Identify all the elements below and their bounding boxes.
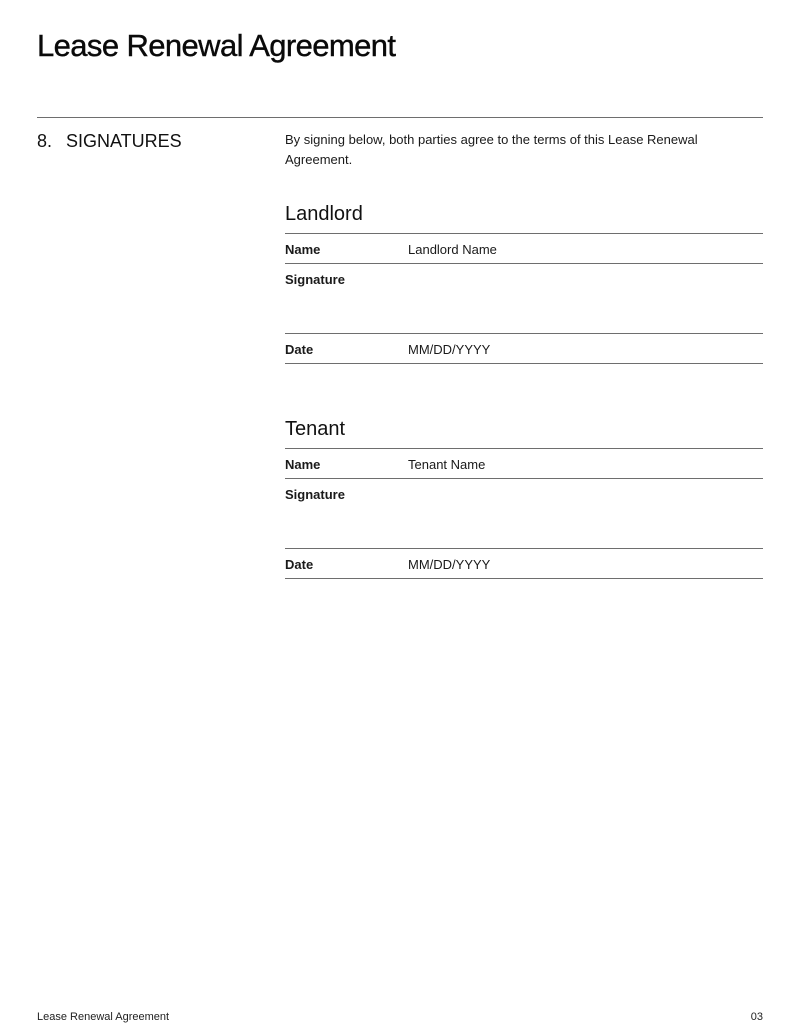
tenant-date-row — [285, 548, 763, 578]
section-intro: By signing below, both parties agree to the terms of this Lease Renewal Agreement. — [285, 132, 698, 167]
landlord-name-field[interactable]: Landlord Name — [408, 242, 497, 257]
section-title: SIGNATURES — [66, 131, 182, 151]
tenant-signature-row — [285, 478, 763, 548]
document-title: Lease Renewal Agreement — [37, 28, 396, 63]
party-title-tenant: Tenant — [285, 418, 346, 440]
tenant-signature-block — [285, 416, 763, 579]
party-title-landlord: Landlord — [285, 203, 363, 225]
tenant-name-row — [285, 448, 763, 478]
field-label: Signature — [285, 487, 345, 502]
footer-document-title: Lease Renewal Agreement — [37, 1011, 170, 1023]
landlord-signature-row — [285, 263, 763, 333]
tenant-date-field[interactable]: MM/DD/YYYY — [408, 557, 491, 572]
tenant-signature-field[interactable] — [408, 479, 763, 548]
page-number: 03 — [750, 1011, 763, 1023]
divider — [285, 578, 763, 579]
landlord-signature-block — [285, 201, 763, 364]
landlord-signature-field[interactable] — [408, 264, 763, 333]
divider — [285, 363, 763, 364]
section-number: 8. — [37, 131, 53, 151]
landlord-date-field[interactable]: MM/DD/YYYY — [408, 342, 491, 357]
tenant-name-field[interactable]: Tenant Name — [408, 457, 486, 472]
landlord-date-row — [285, 333, 763, 363]
field-label: Date — [285, 557, 314, 572]
section-heading — [37, 131, 182, 152]
header-divider — [37, 117, 763, 118]
field-label: Name — [285, 457, 321, 472]
field-label: Date — [285, 342, 314, 357]
landlord-name-row — [285, 233, 763, 263]
field-label: Name — [285, 242, 321, 257]
field-label: Signature — [285, 272, 345, 287]
